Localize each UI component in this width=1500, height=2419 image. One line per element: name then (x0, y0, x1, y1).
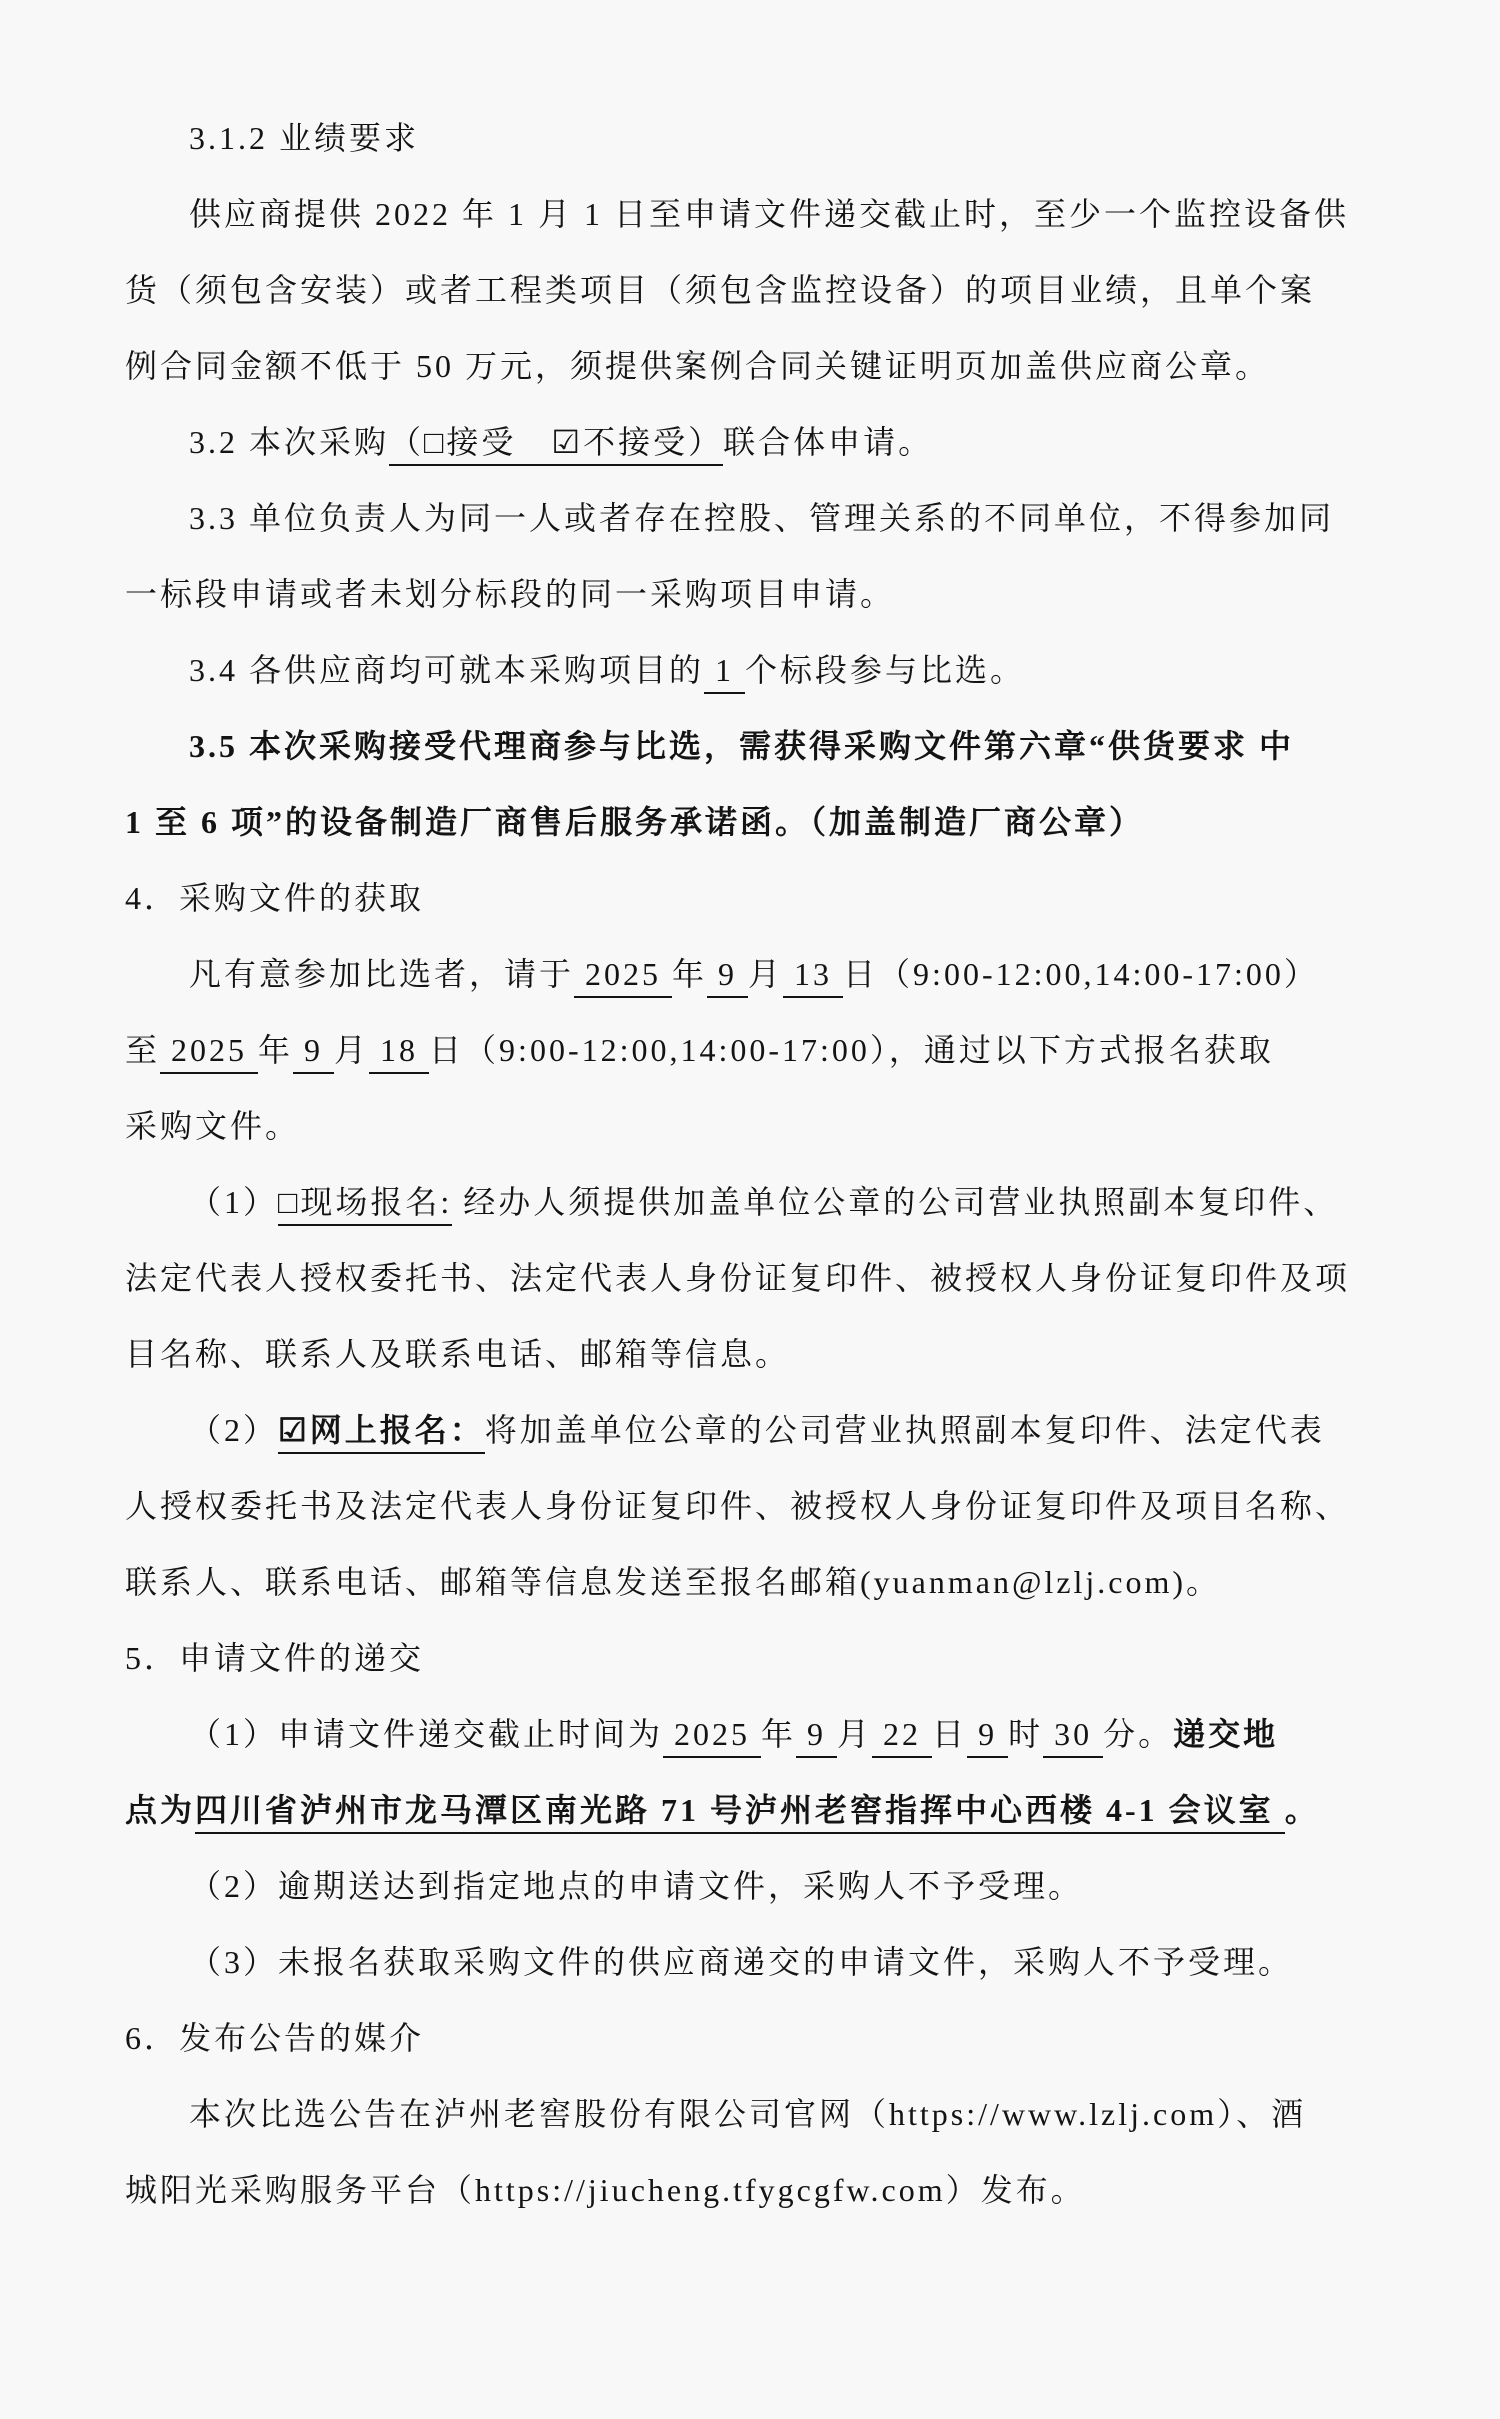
text-run: （2） (189, 1412, 279, 1448)
line-3-2-consortium (125, 404, 1442, 480)
text-run: 经办人须提供加盖单位公章的公司营业执照副本复印件、 (452, 1184, 1339, 1220)
text-run: 城阳光采购服务平台（https://jiucheng.tfygcgfw.com）发布。 (125, 2172, 1086, 2208)
blank-hour: 9 (967, 1716, 1008, 1758)
section-title: 6．发布公告的媒介 (125, 2020, 425, 2056)
line-3-1-2-heading (125, 100, 1442, 176)
text-run: 3.5 本次采购接受代理商参与比选，需获得采购文件第六章“供货要求 中 (189, 728, 1295, 764)
line-3-3-cont (125, 556, 1442, 632)
text-run: 。 (1284, 1792, 1320, 1828)
blank-minute: 30 (1043, 1716, 1103, 1758)
blank-year: 2025 (574, 956, 672, 998)
text-run: 月 (334, 1032, 370, 1068)
section-4-heading (125, 860, 1442, 936)
text-run: 1 至 6 项”的设备制造厂商售后服务承诺函。（加盖制造厂商公章） (125, 804, 1145, 840)
text-run: 例合同金额不低于 50 万元，须提供案例合同关键证明页加盖供应商公章。 (125, 348, 1271, 384)
text-run: 3.4 各供应商均可就本采购项目的 (189, 652, 705, 688)
online-registration-label: 网上报名： (310, 1412, 485, 1454)
blank-month: 9 (796, 1716, 837, 1758)
text-run: 时 (1008, 1716, 1044, 1752)
text-run: 本次比选公告在泸州老窖股份有限公司官网（https://www.lzlj.com）、酒 (189, 2096, 1307, 2132)
text-run: 将加盖单位公章的公司营业执照副本复印件、法定代表 (484, 1412, 1325, 1448)
para-announcement-media-cont (125, 2152, 1442, 2228)
text-run: 个标段参与比选。 (745, 652, 1026, 688)
section-6-heading (125, 2000, 1442, 2076)
text-run: （3）未报名获取采购文件的供应商递交的申请文件，采购人不予受理。 (189, 1944, 1294, 1980)
para-online-registration-cont-1 (125, 1468, 1442, 1544)
blank-day: 18 (369, 1032, 429, 1074)
para-doc-obtain-cont-2 (125, 1088, 1442, 1164)
text-run: 3.2 本次采购 (189, 424, 390, 460)
section-title: 5．申请文件的递交 (125, 1640, 425, 1676)
text-run: 不接受） (583, 424, 723, 466)
blank-month: 9 (707, 956, 748, 998)
text-run: （2）逾期送达到指定地点的申请文件，采购人不予受理。 (189, 1868, 1084, 1904)
text-run: （ (389, 424, 424, 466)
blank-day: 22 (872, 1716, 932, 1758)
checkbox-checked-icon: ☑ (551, 424, 583, 466)
line-3-4-lot-participation (125, 632, 1442, 708)
para-onsite-registration-cont-2 (125, 1316, 1442, 1392)
para-submission-deadline (125, 1696, 1442, 1772)
text-run: （1）申请文件递交截止时间为 (189, 1716, 664, 1752)
para-unregistered-submission (125, 1924, 1442, 2000)
para-submission-address (125, 1772, 1442, 1848)
line-3-3-same-controller (125, 480, 1442, 556)
text-run: 人授权委托书及法定代表人身份证复印件、被授权人身份证复印件及项目名称、 (125, 1488, 1351, 1524)
text-run: 月 (837, 1716, 873, 1752)
para-performance-requirement-cont-1 (125, 252, 1442, 328)
text-run: 年 (258, 1032, 294, 1068)
para-onsite-registration (125, 1164, 1442, 1240)
text-run: 日（9:00-12:00,14:00-17:00），通过以下方式报名获取 (429, 1032, 1274, 1068)
text-run: 年 (761, 1716, 797, 1752)
text-run: 日 (932, 1716, 968, 1752)
blank-month: 9 (293, 1032, 334, 1074)
para-doc-obtain-period (125, 936, 1442, 1012)
para-online-registration (125, 1392, 1442, 1468)
text-run: 接受 (446, 424, 551, 466)
line-3-5-cont (125, 784, 1442, 860)
text-run: 3.1.2 业绩要求 (189, 120, 420, 156)
para-announcement-media (125, 2076, 1442, 2152)
text-run: 法定代表人授权委托书、法定代表人身份证复印件、被授权人身份证复印件及项 (125, 1260, 1351, 1296)
text-run: 递交地 (1173, 1716, 1279, 1752)
blank-year: 2025 (160, 1032, 258, 1074)
text-run: 凡有意参加比选者，请于 (189, 956, 575, 992)
para-late-submission (125, 1848, 1442, 1924)
blank-lot-count: 1 (704, 652, 745, 694)
text-run: 月 (748, 956, 784, 992)
text-run: 联合体申请。 (723, 424, 934, 460)
text-run: 目名称、联系人及联系电话、邮箱等信息。 (125, 1336, 791, 1372)
text-run: 一标段申请或者未划分标段的同一采购项目申请。 (125, 576, 896, 612)
submission-address-underlined: 四川省泸州市龙马潭区南光路 71 号泸州老窖指挥中心西楼 4-1 会议室 (195, 1792, 1285, 1834)
para-doc-obtain-period-cont (125, 1012, 1442, 1088)
text-run: 点为 (125, 1792, 196, 1828)
text-run: 货（须包含安装）或者工程类项目（须包含监控设备）的项目业绩，且单个案 (125, 272, 1316, 308)
line-3-5-agents (125, 708, 1442, 784)
text-run: 3.3 单位负责人为同一人或者存在控股、管理关系的不同单位，不得参加同 (189, 500, 1335, 536)
text-run: 年 (672, 956, 708, 992)
blank-year: 2025 (663, 1716, 761, 1758)
checkbox-unchecked-icon: □ (424, 424, 446, 466)
registration-email-text: 联系人、联系电话、邮箱等信息发送至报名邮箱(yuanman@lzlj.com)。 (125, 1564, 1222, 1600)
blank-day: 13 (783, 956, 843, 998)
checkbox-checked-icon: ☑ (278, 1412, 310, 1454)
para-online-registration-cont-2 (125, 1544, 1442, 1620)
checkbox-unchecked-icon: □ (278, 1184, 300, 1226)
text-run: 至 (125, 1032, 161, 1068)
para-performance-requirement-cont-2 (125, 328, 1442, 404)
text-run: （1） (189, 1184, 279, 1220)
text-run: 日（9:00-12:00,14:00-17:00） (843, 956, 1319, 992)
para-onsite-registration-cont-1 (125, 1240, 1442, 1316)
text-run: 分。 (1103, 1716, 1174, 1752)
text-run: 供应商提供 2022 年 1 月 1 日至申请文件递交截止时，至少一个监控设备供 (189, 196, 1350, 232)
para-performance-requirement (125, 176, 1442, 252)
section-title: 4．采购文件的获取 (125, 880, 425, 916)
text-run: 采购文件。 (125, 1108, 301, 1144)
onsite-registration-label: 现场报名: (300, 1184, 452, 1226)
section-5-heading (125, 1620, 1442, 1696)
